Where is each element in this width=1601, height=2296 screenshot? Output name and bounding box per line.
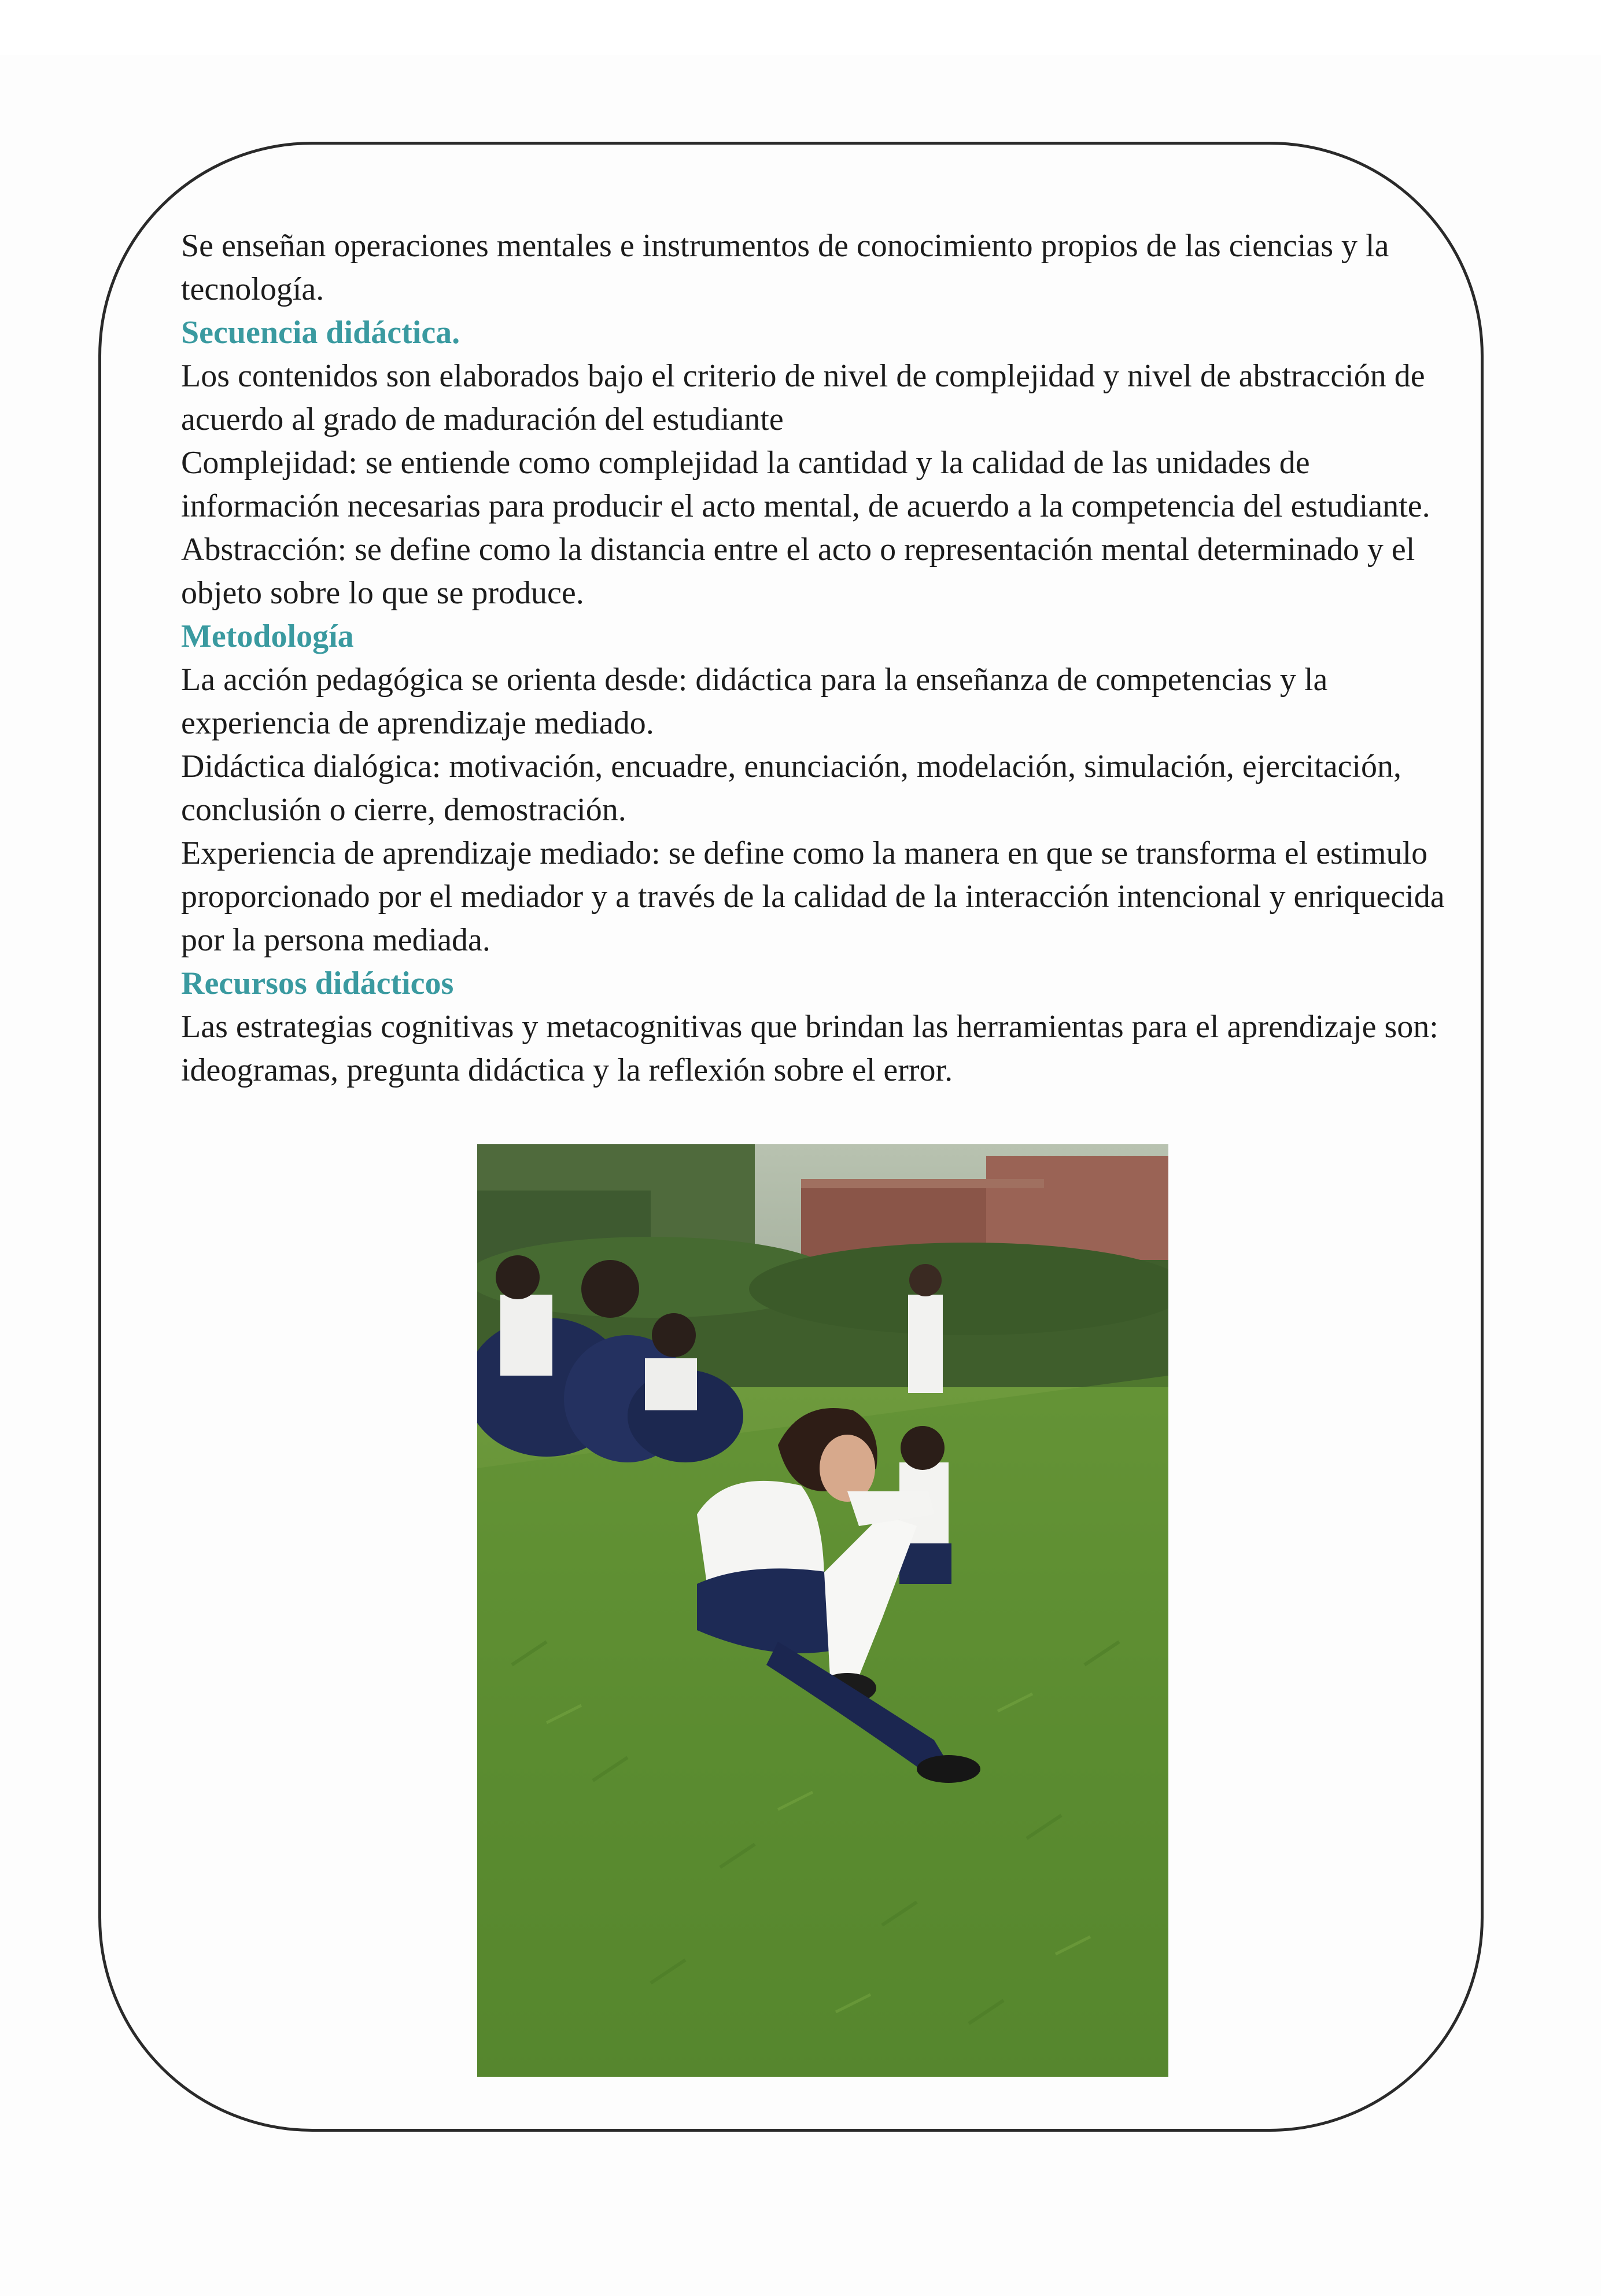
paragraph-estrategias: Las estrategias cognitivas y metacognitivas que brindan las herramientas para el aprendizaje son: ideogramas, pregunta didáctica y la reflexión sobre el error. [181,1009,1438,1088]
heading-recursos-didacticos: Recursos didácticos [181,965,454,1001]
heading-secuencia-didactica: Secuencia didáctica. [181,315,460,351]
paragraph-experiencia: Experiencia de aprendizaje mediado: se define como la manera en que se transforma el estimulo proporcionado por el mediador y a través de la calidad de la interacción intencional y enriquecida por la persona mediada. [181,835,1445,958]
heading-metodologia: Metodología [181,618,354,654]
document-body [181,224,1471,1092]
photo-illustration [477,1144,1168,2077]
paragraph-intro: Se enseñan operaciones mentales e instrumentos de conocimiento propios de las ciencias y la tecnología. [181,228,1389,307]
scan-top-margin [0,0,1601,55]
paragraph-contenidos: Los contenidos son elaborados bajo el criterio de nivel de complejidad y nivel de abstracción de acuerdo al grado de maduración del estudiante [181,358,1425,437]
paragraph-didactica-dialogica: Didáctica dialógica: motivación, encuadre, enunciación, modelación, simulación, ejercitación, conclusión o cierre, demostración. [181,749,1402,828]
students-on-grass-photo [477,1144,1168,2077]
paragraph-complejidad: Complejidad: se entiende como complejidad la cantidad y la calidad de las unidades de información necesarias para producir el acto mental, de acuerdo a la competencia del estudiante. [181,445,1430,524]
paragraph-accion-pedagogica: La acción pedagógica se orienta desde: didáctica para la enseñanza de competencias y la experiencia de aprendizaje mediado. [181,662,1328,741]
paragraph-abstraccion: Abstracción: se define como la distancia entre el acto o representación mental determinado y el objeto sobre lo que se produce. [181,532,1415,611]
